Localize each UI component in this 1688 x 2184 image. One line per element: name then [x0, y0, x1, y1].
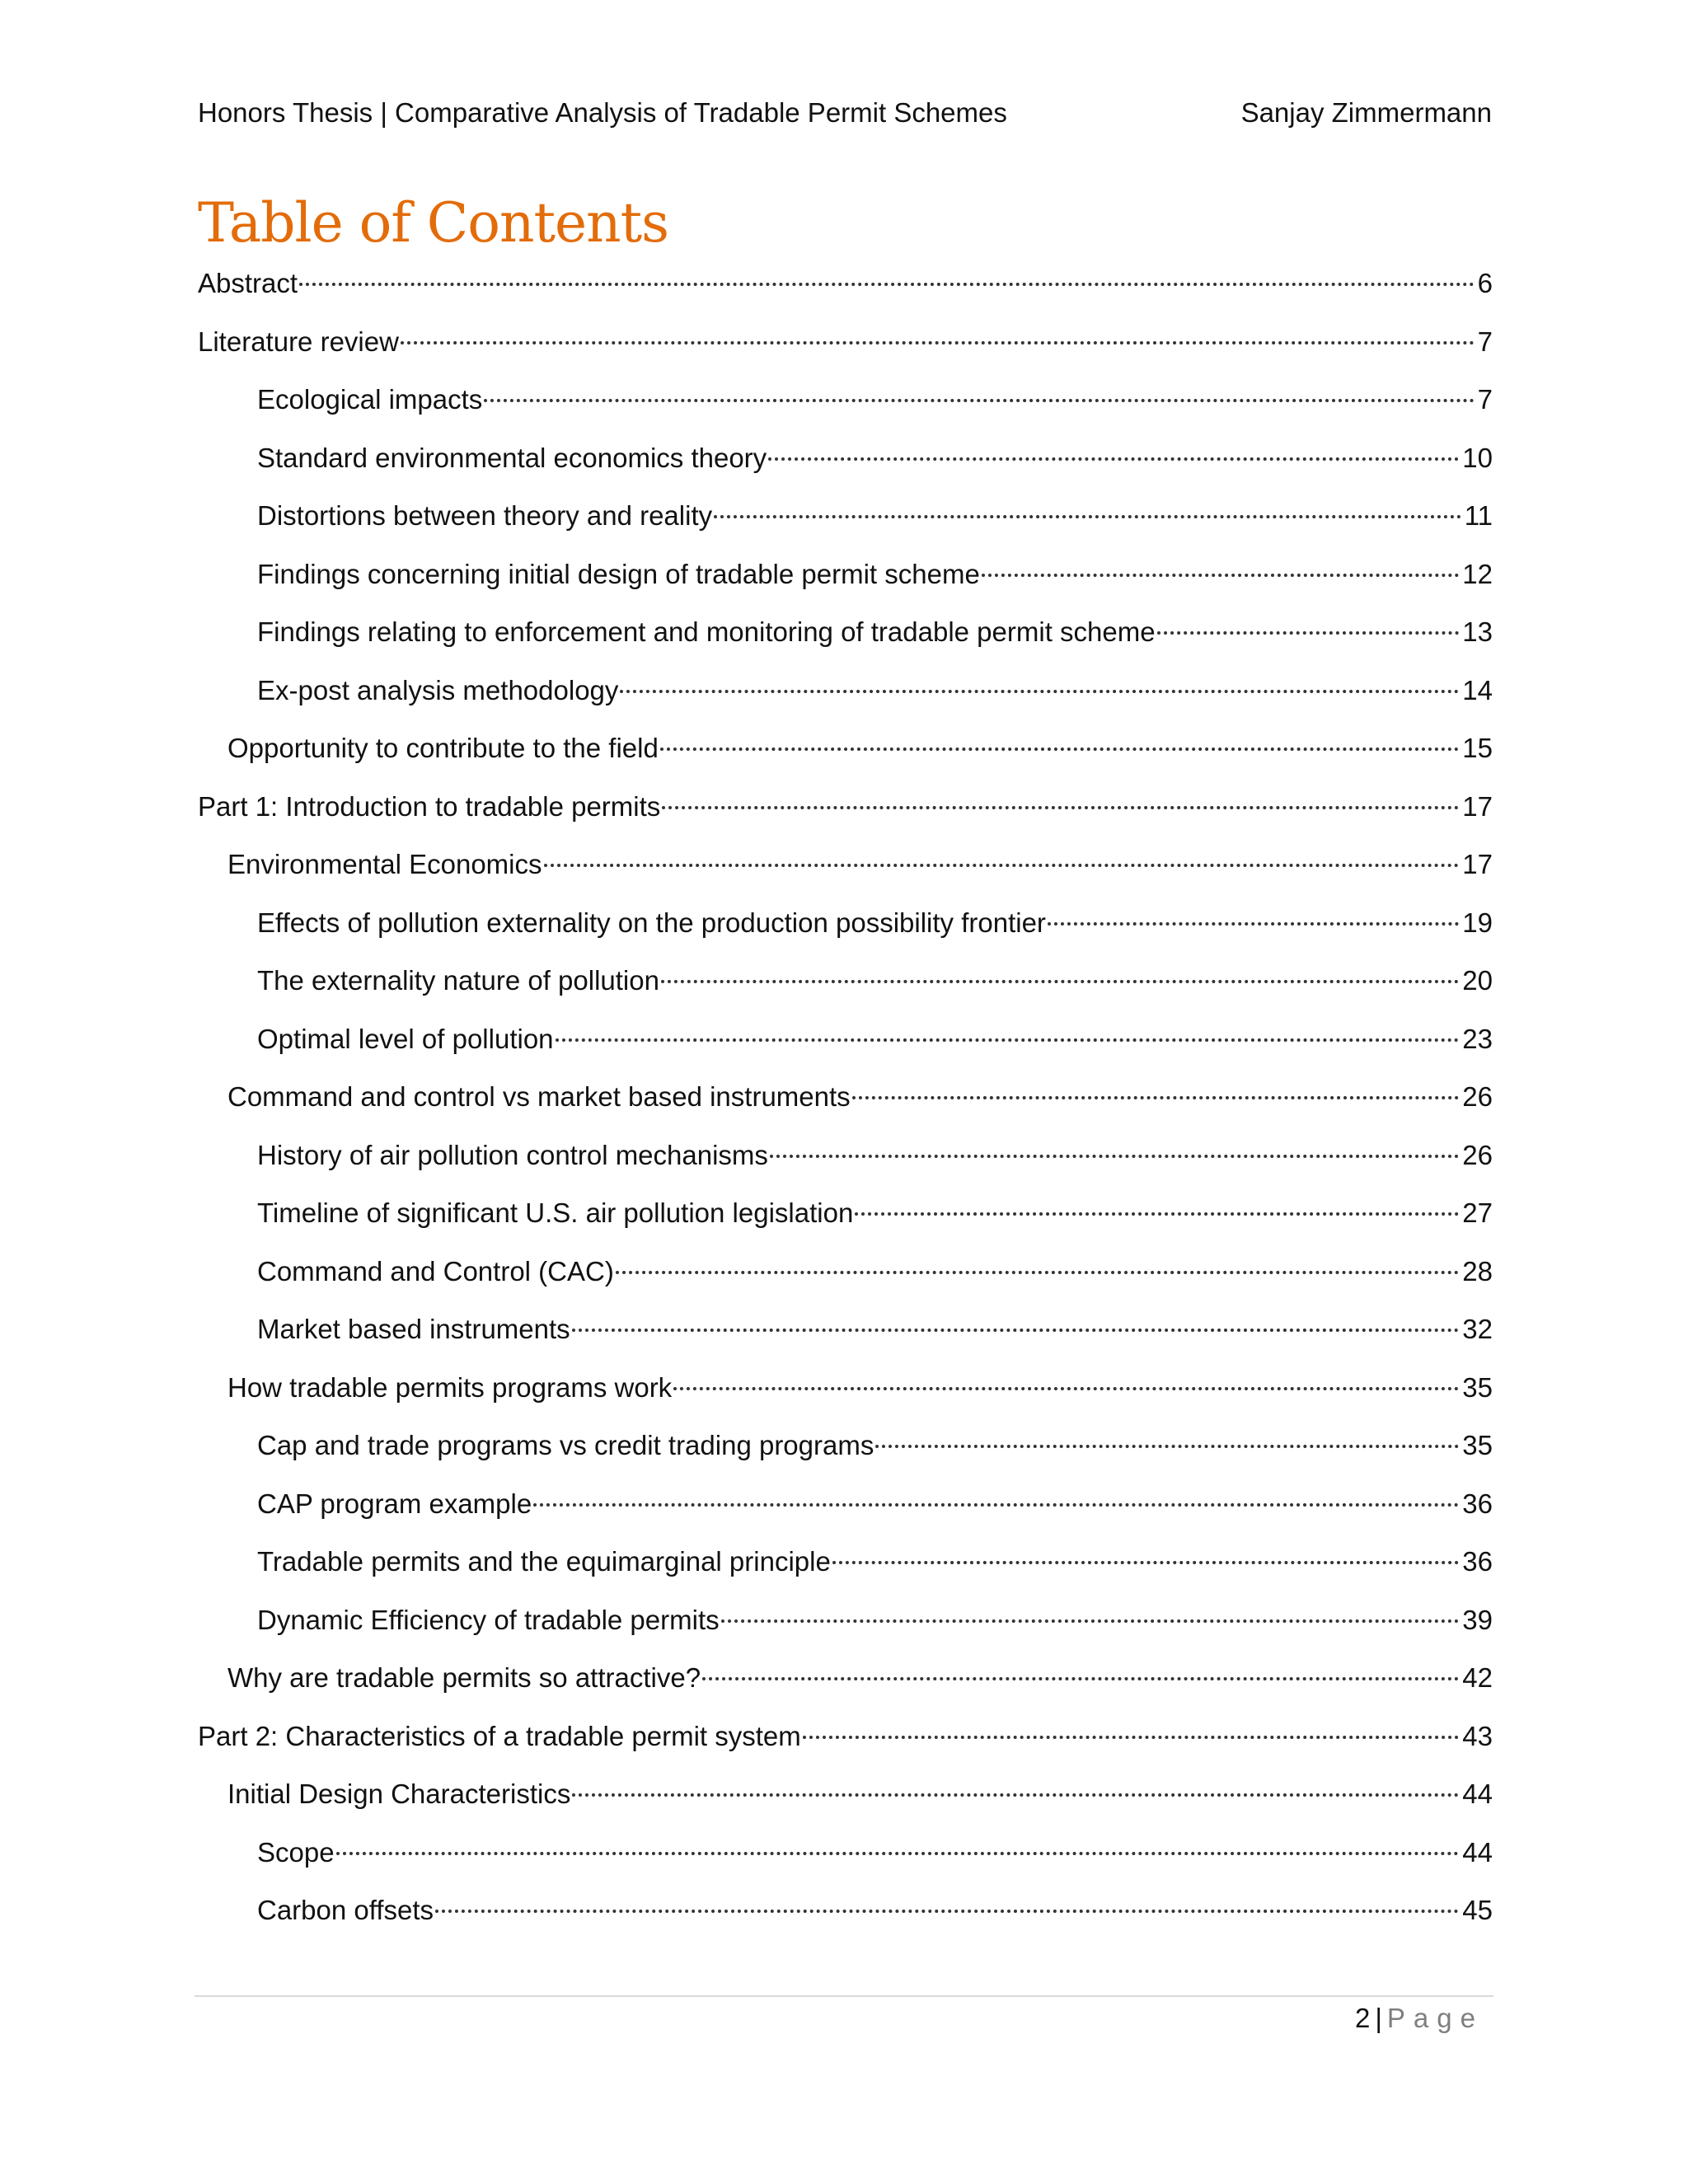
toc-entry-page: 28 — [1462, 1255, 1493, 1286]
toc-entry-label: Standard environmental economics theory — [257, 442, 767, 473]
toc-entry-page: 13 — [1462, 616, 1493, 647]
table-of-contents — [198, 265, 1493, 1951]
page-footer — [1355, 2003, 1484, 2034]
page-header — [198, 97, 1492, 138]
toc-entry[interactable] — [198, 556, 1493, 615]
toc-entry-label: Abstract — [198, 268, 298, 298]
toc-dot-leader — [662, 806, 1459, 809]
toc-entry-page: 7 — [1477, 384, 1493, 415]
footer-separator: | — [1375, 2003, 1382, 2033]
toc-entry-page: 42 — [1462, 1662, 1493, 1693]
toc-entry-page: 17 — [1462, 790, 1493, 822]
toc-entry[interactable] — [198, 1021, 1493, 1080]
toc-entry-label: Part 1: Introduction to tradable permits — [198, 790, 661, 822]
toc-dot-leader — [299, 283, 1475, 286]
toc-entry[interactable] — [198, 1195, 1493, 1254]
toc-dot-leader — [616, 1271, 1459, 1274]
toc-dot-leader — [982, 574, 1459, 577]
toc-entry-label: Part 2: Characteristics of a tradable permit system — [198, 1720, 801, 1751]
toc-heading: Table of Contents — [198, 191, 669, 255]
toc-entry-page: 12 — [1462, 558, 1493, 589]
toc-entry-label: Carbon offsets — [257, 1895, 434, 1925]
toc-dot-leader — [484, 399, 1474, 402]
toc-entry-label: Distortions between theory and reality — [257, 500, 713, 531]
toc-entry[interactable] — [198, 1602, 1493, 1661]
toc-entry-label: Optimal level of pollution — [257, 1023, 554, 1054]
toc-entry[interactable] — [198, 730, 1493, 789]
toc-dot-leader — [673, 1387, 1459, 1390]
toc-entry-label: Scope — [257, 1836, 335, 1868]
toc-dot-leader — [1048, 922, 1459, 926]
toc-dot-leader — [721, 1619, 1460, 1623]
toc-entry-label: CAP program example — [257, 1488, 532, 1519]
toc-entry[interactable] — [198, 1486, 1493, 1544]
toc-entry-label: Effects of pollution externality on the production possibility frontier — [257, 907, 1046, 938]
toc-entry[interactable] — [198, 846, 1493, 905]
toc-dot-leader — [832, 1561, 1459, 1564]
toc-entry-page: 39 — [1462, 1604, 1493, 1635]
toc-entry[interactable] — [198, 1137, 1493, 1196]
toc-entry[interactable] — [198, 1718, 1493, 1777]
toc-entry-page: 14 — [1462, 674, 1493, 705]
toc-entry-label: Opportunity to contribute to the field — [227, 733, 659, 763]
toc-entry[interactable] — [198, 1660, 1493, 1718]
toc-entry-label: Environmental Economics — [227, 849, 542, 879]
toc-dot-leader — [803, 1736, 1460, 1739]
toc-entry-label: Initial Design Characteristics — [227, 1779, 571, 1809]
toc-entry-page: 44 — [1462, 1836, 1493, 1868]
toc-entry-label: Tradable permits and the equimarginal principle — [257, 1546, 831, 1577]
toc-dot-leader — [714, 515, 1461, 518]
toc-entry-page: 35 — [1462, 1430, 1493, 1460]
toc-entry[interactable] — [198, 1835, 1493, 1893]
toc-entry-label: Timeline of significant U.S. air pollution legislation — [257, 1197, 854, 1228]
toc-entry[interactable] — [198, 324, 1493, 382]
toc-entry-page: 6 — [1477, 268, 1493, 298]
toc-dot-leader — [1157, 631, 1460, 635]
footer-divider — [195, 1995, 1493, 1997]
toc-dot-leader — [401, 341, 1475, 344]
toc-entry[interactable] — [198, 1776, 1493, 1835]
toc-entry[interactable] — [198, 1427, 1493, 1486]
toc-entry[interactable] — [198, 673, 1493, 731]
toc-entry-page: 27 — [1462, 1197, 1493, 1228]
toc-entry-page: 17 — [1462, 849, 1493, 879]
toc-entry-label: Why are tradable permits so attractive? — [227, 1662, 701, 1693]
toc-entry-label: Market based instruments — [257, 1314, 570, 1344]
toc-dot-leader — [855, 1212, 1459, 1216]
toc-dot-leader — [572, 1329, 1460, 1332]
toc-entry-page: 36 — [1462, 1488, 1493, 1519]
toc-entry-page: 10 — [1462, 442, 1493, 473]
toc-dot-leader — [556, 1038, 1460, 1042]
toc-entry[interactable] — [198, 1254, 1493, 1312]
toc-entry-page: 20 — [1462, 965, 1493, 996]
toc-entry-page: 11 — [1464, 500, 1493, 531]
toc-entry-page: 19 — [1462, 907, 1493, 938]
toc-entry[interactable] — [198, 440, 1493, 499]
toc-entry-page: 44 — [1462, 1779, 1493, 1809]
toc-entry-page: 7 — [1477, 326, 1493, 357]
toc-entry-page: 15 — [1462, 733, 1493, 763]
toc-entry[interactable] — [198, 963, 1493, 1021]
toc-dot-leader — [875, 1445, 1459, 1448]
toc-entry-page: 45 — [1462, 1895, 1493, 1925]
toc-entry[interactable] — [198, 1311, 1493, 1370]
toc-entry[interactable] — [198, 1370, 1493, 1428]
toc-entry-label: How tradable permits programs work — [227, 1371, 673, 1403]
toc-dot-leader — [620, 690, 1459, 693]
toc-entry-label: History of air pollution control mechanisms — [257, 1139, 768, 1170]
toc-dot-leader — [661, 980, 1459, 983]
toc-entry-label: Command and Control (CAC) — [257, 1255, 614, 1286]
toc-entry-page: 32 — [1462, 1314, 1493, 1344]
toc-entry[interactable] — [198, 382, 1493, 440]
toc-dot-leader — [702, 1677, 1459, 1680]
toc-entry-label: Ex-post analysis methodology — [257, 674, 619, 705]
toc-entry[interactable] — [198, 498, 1493, 556]
toc-entry[interactable] — [198, 905, 1493, 963]
toc-dot-leader — [533, 1503, 1459, 1507]
toc-entry-page: 35 — [1462, 1371, 1493, 1403]
toc-entry[interactable] — [198, 614, 1493, 673]
toc-entry-label: Cap and trade programs vs credit trading programs — [257, 1430, 874, 1460]
toc-entry-label: Ecological impacts — [257, 384, 483, 415]
toc-dot-leader — [336, 1852, 1460, 1855]
toc-dot-leader — [435, 1910, 1459, 1913]
toc-entry[interactable] — [198, 265, 1493, 324]
toc-entry-page: 36 — [1462, 1546, 1493, 1577]
toc-dot-leader — [852, 1096, 1460, 1099]
page-word: Page — [1386, 2003, 1484, 2033]
toc-entry-page: 26 — [1462, 1139, 1493, 1170]
toc-dot-leader — [768, 457, 1459, 461]
toc-entry-page: 23 — [1462, 1023, 1493, 1054]
page-number: 2 — [1354, 2003, 1371, 2033]
toc-entry-label: Literature review — [198, 326, 399, 357]
toc-entry-label: Dynamic Efficiency of tradable permits — [257, 1604, 720, 1635]
toc-entry[interactable] — [198, 1544, 1493, 1602]
header-author: Sanjay Zimmermann — [1240, 97, 1492, 128]
toc-entry-label: Findings relating to enforcement and monitoring of tradable permit scheme — [257, 616, 1156, 647]
toc-entry-page: 43 — [1462, 1720, 1493, 1751]
toc-entry[interactable] — [198, 1079, 1493, 1137]
toc-entry[interactable] — [198, 789, 1493, 847]
toc-entry-page: 26 — [1462, 1081, 1493, 1112]
toc-dot-leader — [544, 864, 1460, 867]
toc-entry-label: Findings concerning initial design of tradable permit scheme — [257, 558, 980, 589]
toc-dot-leader — [770, 1155, 1459, 1158]
toc-entry-label: Command and control vs market based instruments — [227, 1081, 851, 1112]
header-document-title: Honors Thesis | Comparative Analysis of Tradable Permit Schemes — [198, 97, 1007, 128]
toc-entry[interactable] — [198, 1892, 1493, 1951]
toc-entry-label: The externality nature of pollution — [257, 965, 659, 996]
toc-dot-leader — [572, 1793, 1459, 1797]
toc-dot-leader — [660, 748, 1459, 751]
